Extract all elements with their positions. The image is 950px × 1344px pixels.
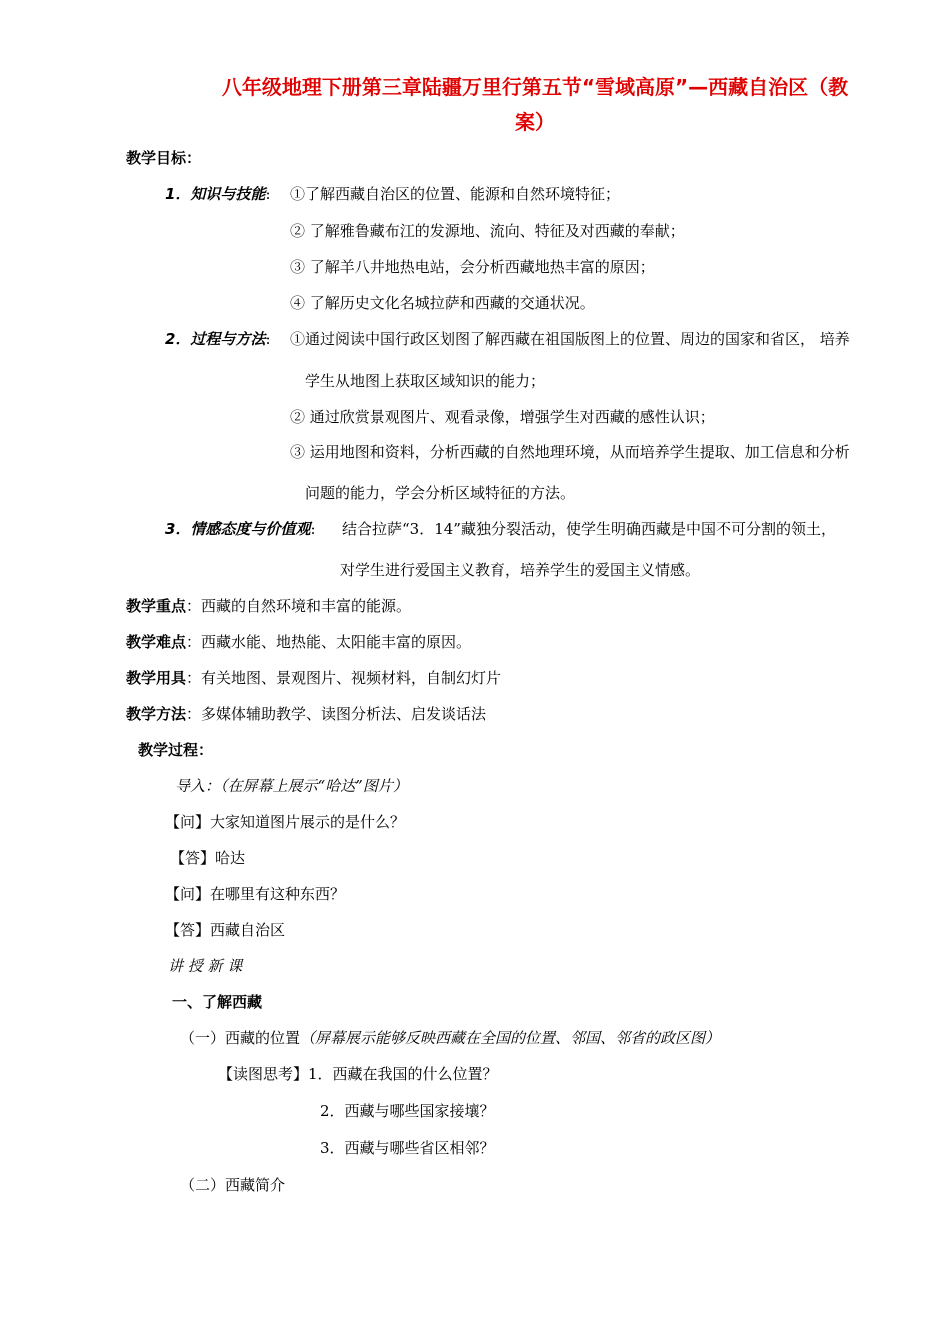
read-map-label: 【读图思考】 <box>218 1065 309 1083</box>
document-title-line-2: 案） <box>515 110 555 134</box>
objective-knowledge-label <box>165 184 271 204</box>
process-label-colon: : <box>265 330 271 348</box>
answer-1: 【答】哈达 <box>170 849 246 867</box>
procedure-heading: 教学过程： <box>138 741 214 759</box>
subsection-1 <box>180 1028 720 1048</box>
process-item-3-continued: 问题的能力，学会分析区域特征的方法。 <box>305 484 576 502</box>
subsection-1-label: （一）西藏的位置 <box>180 1029 301 1047</box>
emotion-text: 结合拉萨“3．14”藏独分裂活动，使学生明确西藏是中国不可分割的领土， <box>342 520 836 538</box>
knowledge-item-4: ④ 了解历史文化名城拉萨和西藏的交通状况。 <box>290 294 595 312</box>
emotion-label-text: 3．情感态度与价值观 <box>165 520 311 538</box>
subsection-2: （二）西藏简介 <box>180 1176 286 1194</box>
process-item-1-continued: 学生从地图上获取区域知识的能力； <box>305 372 546 390</box>
teaching-tools <box>126 668 501 688</box>
tools-label: 教学用具 <box>126 669 187 687</box>
difficulty-text: ：西藏水能、地热能、太阳能丰富的原因。 <box>186 633 472 651</box>
question-2: 【问】在哪里有这种东西？ <box>165 885 346 903</box>
knowledge-item-3: ③ 了解羊八井地热电站，会分析西藏地热丰富的原因； <box>290 258 655 276</box>
knowledge-label-text: 1．知识与技能 <box>165 185 266 203</box>
read-map-question-1 <box>218 1064 498 1084</box>
section-1-heading: 一、了解西藏 <box>172 993 263 1011</box>
lesson-intro: 导入：（在屏幕上展示“哈达”图片） <box>175 777 408 795</box>
read-map-question-3: 3．西藏与哪些省区相邻？ <box>320 1139 495 1157</box>
key-point-text: ：西藏的自然环境和丰富的能源。 <box>186 597 412 615</box>
key-point-label: 教学重点 <box>126 597 187 615</box>
emotion-label-colon: : <box>310 520 316 538</box>
document-title <box>150 70 920 140</box>
objective-emotion-label <box>165 519 316 539</box>
process-item-2: ② 通过欣赏景观图片、观看录像，增强学生对西藏的感性认识； <box>290 408 715 426</box>
knowledge-label-colon: : <box>265 185 271 203</box>
read-map-question-2: 2．西藏与哪些国家接壤？ <box>320 1102 495 1120</box>
knowledge-item-1: ①了解西藏自治区的位置、能源和自然环境特征； <box>290 185 621 203</box>
process-label-text: 2．过程与方法 <box>165 330 266 348</box>
objective-process-label <box>165 329 271 349</box>
teaching-method <box>126 704 486 724</box>
difficulty-label: 教学难点 <box>126 633 187 651</box>
document-title-line-1: 八年级地理下册第三章陆疆万里行第五节“雪域高原”—西藏自治区（教 <box>221 75 849 99</box>
process-item-1: ①通过阅读中国行政区划图了解西藏在祖国版图上的位置、周边的国家和省区， 培养 <box>290 330 850 348</box>
tools-text: ：有关地图、景观图片、视频材料，自制幻灯片 <box>186 669 502 687</box>
new-lesson-heading: 讲 授 新 课 <box>168 957 243 975</box>
key-point <box>126 596 411 616</box>
knowledge-item-2: ② 了解雅鲁藏布江的发源地、流向、特征及对西藏的奉献； <box>290 222 685 240</box>
objectives-heading: 教学目标： <box>126 149 202 167</box>
difficulty <box>126 632 471 652</box>
answer-2: 【答】西藏自治区 <box>165 921 286 939</box>
question-1: 【问】大家知道图片展示的是什么？ <box>165 813 406 831</box>
subsection-1-note: （屏幕展示能够反映西藏在全国的位置、邻国、邻省的政区图） <box>300 1029 721 1047</box>
emotion-text-continued: 对学生进行爱国主义教育，培养学生的爱国主义情感。 <box>340 561 701 579</box>
method-label: 教学方法 <box>126 705 187 723</box>
process-item-3: ③ 运用地图和资料，分析西藏的自然地理环境，从而培养学生提取、加工信息和分析 <box>290 443 850 461</box>
read-map-q1-text: 1．西藏在我国的什么位置？ <box>308 1065 498 1083</box>
method-text: ：多媒体辅助教学、读图分析法、启发谈话法 <box>186 705 487 723</box>
